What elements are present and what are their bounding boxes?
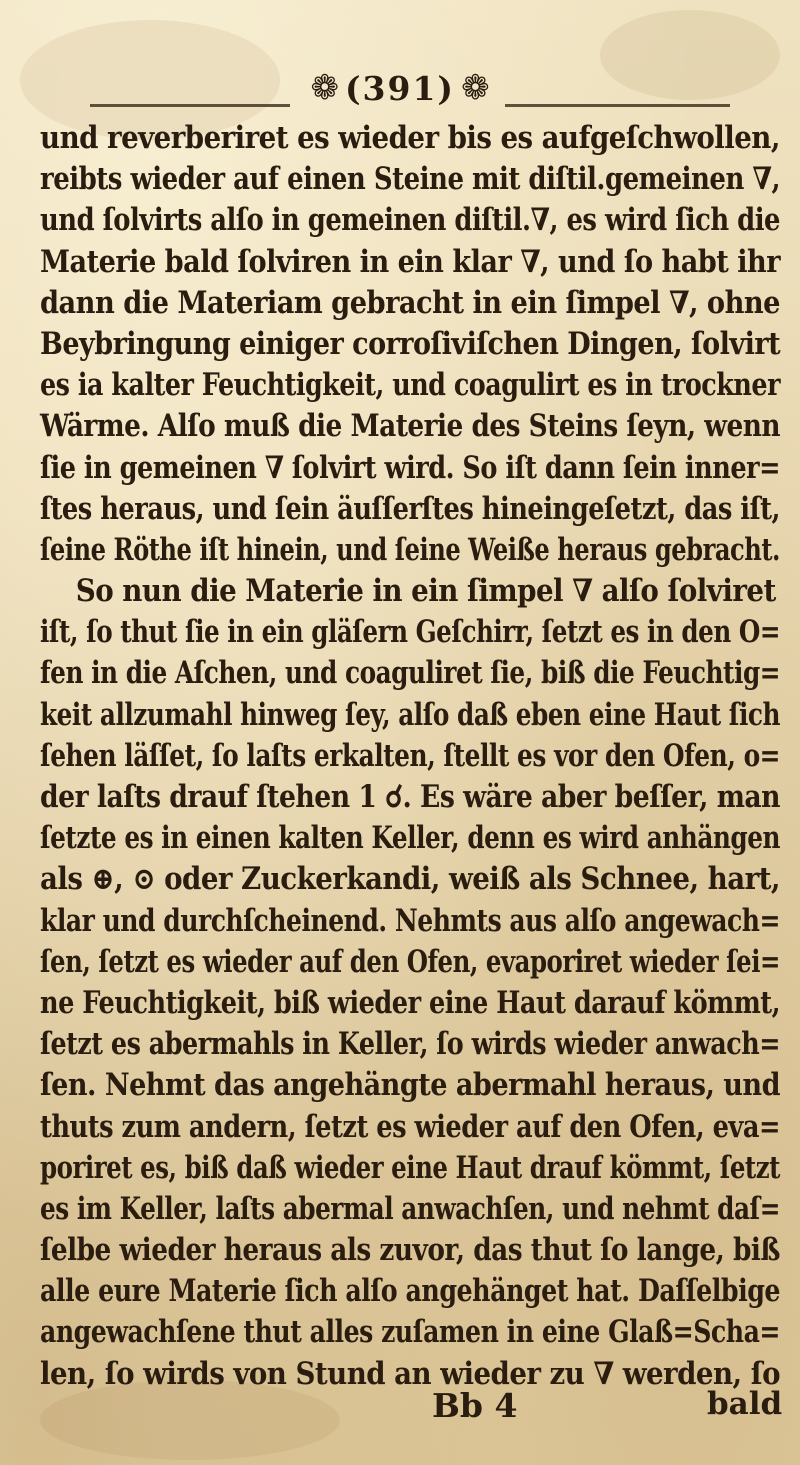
text-line: es im Keller, laſts abermal anwachſen, und nehmt daſ= <box>40 1190 780 1227</box>
text-line: alle eure Materie ſich alſo angehänget hat. Daſſelbige <box>40 1273 781 1310</box>
text-line: ſehen läſſet, ſo laſts erkalten, ſtellt es vor den Ofen, o= <box>40 737 781 774</box>
header-rule-left <box>90 104 290 107</box>
text-line: thuts zum andern, ſetzt es wieder auf den Ofen, eva= <box>40 1108 781 1145</box>
paper-stain <box>600 10 780 100</box>
flower-ornament-icon: ❁ <box>310 68 339 108</box>
text-line: ſelbe wieder heraus als zuvor, das thut ſo lange, biß <box>40 1232 780 1269</box>
text-line: ſie in gemeinen ∇ ſolvirt wird. So iſt dann ſein inner= <box>40 449 781 486</box>
text-line: klar und durchſcheinend. Nehmts aus alſo angewach= <box>40 902 781 939</box>
text-line: ſeine Röthe iſt hinein, und ſeine Weiße heraus gebracht. <box>40 531 781 568</box>
text-line: ſetzte es in einen kalten Keller, denn es wird anhängen <box>40 820 781 857</box>
page-footer <box>0 1386 800 1430</box>
text-line: der laſts drauf ſtehen 1 ☌. Es wäre aber beſſer, man <box>40 779 781 815</box>
text-line: als ⊕, ⊙ oder Zuckerkandi, weiß als Schnee, hart, <box>40 861 781 898</box>
page-number: (391) <box>344 68 456 108</box>
text-line: und ſolvirts alſo in gemeinen diſtil.∇, es wird ſich die <box>40 202 780 239</box>
text-line: iſt, ſo thut ſie in ein gläſern Geſchirr, ſetzt es in den O= <box>40 614 781 651</box>
text-line: ſtes heraus, und ſein äuſſerſtes hineingeſetzt, das iſt, <box>40 490 780 527</box>
text-line: keit allzumahl hinweg ſey, alſo daß eben eine Haut ſich <box>40 696 780 733</box>
text-line: angewachſene thut alles zuſamen in eine Glaß=Scha= <box>40 1314 781 1351</box>
text-line: dann die Materiam gebracht in ein ſimpel ∇, ohne <box>40 284 780 321</box>
text-line: reibts wieder auf einen Steine mit diſtil.gemeinen ∇, <box>40 161 781 198</box>
text-line: Beybringung einiger corroſiviſchen Dingen, ſolvirt <box>40 325 781 362</box>
text-line: es ia kalter Feuchtigkeit, und coagulirt es in trockner <box>40 367 780 404</box>
header-rule-right <box>505 104 730 107</box>
signature-mark: Bb 4 <box>432 1386 518 1425</box>
text-line: ne Feuchtigkeit, biß wieder eine Haut darauf kömmt, <box>40 984 781 1021</box>
catchword: bald <box>707 1386 783 1422</box>
text-line: und reverberiret es wieder bis es aufgeſchwollen, <box>40 120 780 156</box>
body-text <box>40 118 780 1395</box>
text-line: fen in die Aſchen, und coaguliret ſie, biß die Feuchtig= <box>40 655 781 692</box>
text-line: Wärme. Alſo muß die Materie des Steins ſeyn, wenn <box>40 408 781 445</box>
text-line: ſen, ſetzt es wieder auf den Ofen, evaporiret wieder ſei= <box>40 943 781 980</box>
flower-ornament-icon: ❁ <box>461 68 490 108</box>
text-line: poriret es, biß daß wieder eine Haut drauf kömmt, ſetzt <box>40 1149 781 1186</box>
text-line: ſen. Nehmt das angehängte abermahl heraus, und <box>40 1067 781 1104</box>
text-line: ſetzt es abermahls in Keller, ſo wirds wieder anwach= <box>40 1026 781 1063</box>
text-line: len, ſo wirds von Stund an wieder zu ∇ werden, ſo <box>40 1355 780 1392</box>
text-line: Materie bald ſolviren in ein klar ∇, und ſo habt ihr <box>40 243 781 280</box>
text-line: So nun die Materie in ein ſimpel ∇ alſo ſolviret <box>75 573 776 610</box>
